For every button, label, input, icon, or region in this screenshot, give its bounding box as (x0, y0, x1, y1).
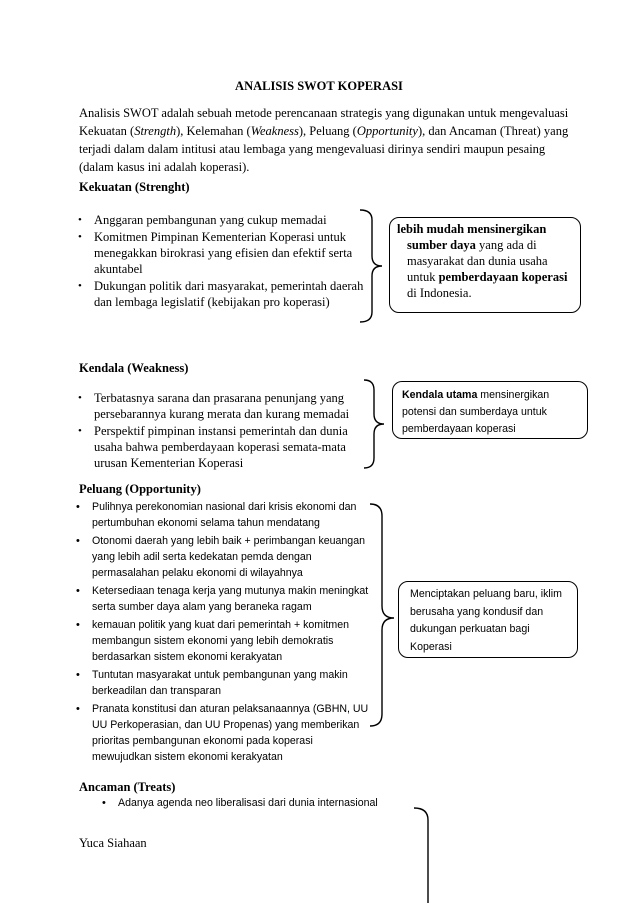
brace-icon (360, 378, 390, 470)
bullet-icon: • (76, 669, 80, 681)
footer-author: Yuca Siahaan (79, 836, 147, 850)
list-item: • Otonomi daerah yang lebih baik + perimbangan keuangan yang lebih adil serta kedekatan pemda dengan permasalahan pelaku ekonomi di wilayahnya (76, 535, 365, 579)
list-item: • Komitmen Pimpinan Kementerian Koperasi untuk menegakkan birokrasi yang efisien dan efektif serta akuntabel (78, 230, 353, 276)
list-item: • kemauan politik yang kuat dari pemerintah + komitmen membangun sistem ekonomi yang lebih demokratis berdasarkan sistem ekonomi kerakyatan (76, 619, 350, 663)
bullet-icon: • (76, 535, 80, 547)
box-text: mensinergikan potensi dan sumberdaya untuk pemberdayaan koperasi (402, 389, 550, 435)
brace-icon (366, 502, 398, 730)
bullet-icon: • (102, 797, 106, 809)
brace-icon (410, 800, 440, 903)
list-item: • Pulihnya perekonomian nasional dari krisis ekonomi dan pertumbuhan ekonomi selama tahun mendatang (76, 501, 357, 529)
strength-heading: Kekuatan (Strenght) (79, 180, 190, 194)
bullet-icon: • (78, 392, 82, 404)
intro-strength: Strength (134, 124, 177, 138)
intro-text: ), dan Ancaman (Threat) yang terjadi dalam dalam intitusi atau lembaga yang mengevaluasi dirinya sendiri maupun pesaing (dalam kasus ini adalah koperasi). (79, 124, 569, 174)
opportunity-list (76, 499, 374, 767)
bullet-icon: • (76, 703, 80, 715)
intro-opportunity: Opportunity (356, 124, 418, 138)
box-text: pemberdayaan koperasi (438, 270, 568, 284)
bullet-icon: • (78, 425, 82, 437)
bullet-icon: • (78, 280, 82, 292)
list-item: • Pranata konstitusi dan aturan pelaksanaannya (GBHN, UU UU Perkoperasian, dan UU Propenas) yang memberikan prioritas pembangunan ekonomi pada koperasi mewujudkan sistem ekonomi kerakyatan (76, 703, 369, 763)
list-item: • Anggaran pembangunan yang cukup memadai (78, 213, 327, 227)
strength-list (78, 212, 366, 311)
intro-text: ), Kelemahan ( (176, 124, 251, 138)
list-item: • Dukungan politik dari masyarakat, pemerintah daerah dan lembaga legislatif (kebijakan pro koperasi) (78, 279, 364, 309)
page-title: ANALISIS SWOT KOPERASI (235, 79, 403, 93)
list-item: • Adanya agenda neo liberalisasi dari dunia internasional (102, 797, 378, 809)
brace-icon (356, 208, 386, 326)
intro-paragraph (79, 104, 579, 176)
list-item: • Perspektif pimpinan instansi pemerintah dan dunia usaha bahwa pemberdayaan koperasi semata-mata urusan Kementerian Koperasi (78, 424, 348, 470)
box-text: yang ada di masyarakat dan dunia usaha untuk (407, 238, 548, 284)
box-text: lebih mudah mensinergikan (397, 222, 547, 236)
intro-weakness: Weakness (250, 124, 299, 138)
weakness-heading: Kendala (Weakness) (79, 361, 189, 375)
weakness-summary-box (392, 381, 588, 439)
threat-heading: Ancaman (Treats) (79, 780, 176, 794)
box-text: sumber daya (407, 238, 476, 252)
opportunity-heading: Peluang (Opportunity) (79, 482, 201, 496)
box-text: Kendala utama (402, 389, 478, 401)
bullet-icon: • (78, 214, 82, 226)
opportunity-summary-box: Menciptakan peluang baru, iklim berusaha yang kondusif dan dukungan perkuatan bagi Koperasi (398, 581, 578, 658)
bullet-icon: • (76, 501, 80, 513)
bullet-icon: • (76, 619, 80, 631)
strength-summary-box (389, 217, 581, 313)
bullet-icon: • (78, 231, 82, 243)
weakness-list (78, 390, 366, 472)
intro-text: ), Peluang ( (298, 124, 357, 138)
bullet-icon: • (76, 585, 80, 597)
list-item: • Terbatasnya sarana dan prasarana penunjang yang persebarannya kurang merata dan kurang memadai (78, 391, 350, 421)
intro-text: Analisis SWOT adalah sebuah metode perencanaan strategis yang digunakan untuk mengevaluasi Kekuatan ( (79, 106, 569, 138)
box-text: di Indonesia. (407, 286, 472, 300)
list-item: • Ketersediaan tenaga kerja yang mutunya makin meningkat serta sumber daya alam yang beraneka ragam (76, 585, 369, 613)
list-item: • Tuntutan masyarakat untuk pembangunan yang makin berkeadilan dan transparan (76, 669, 348, 697)
threat-list (102, 795, 418, 811)
